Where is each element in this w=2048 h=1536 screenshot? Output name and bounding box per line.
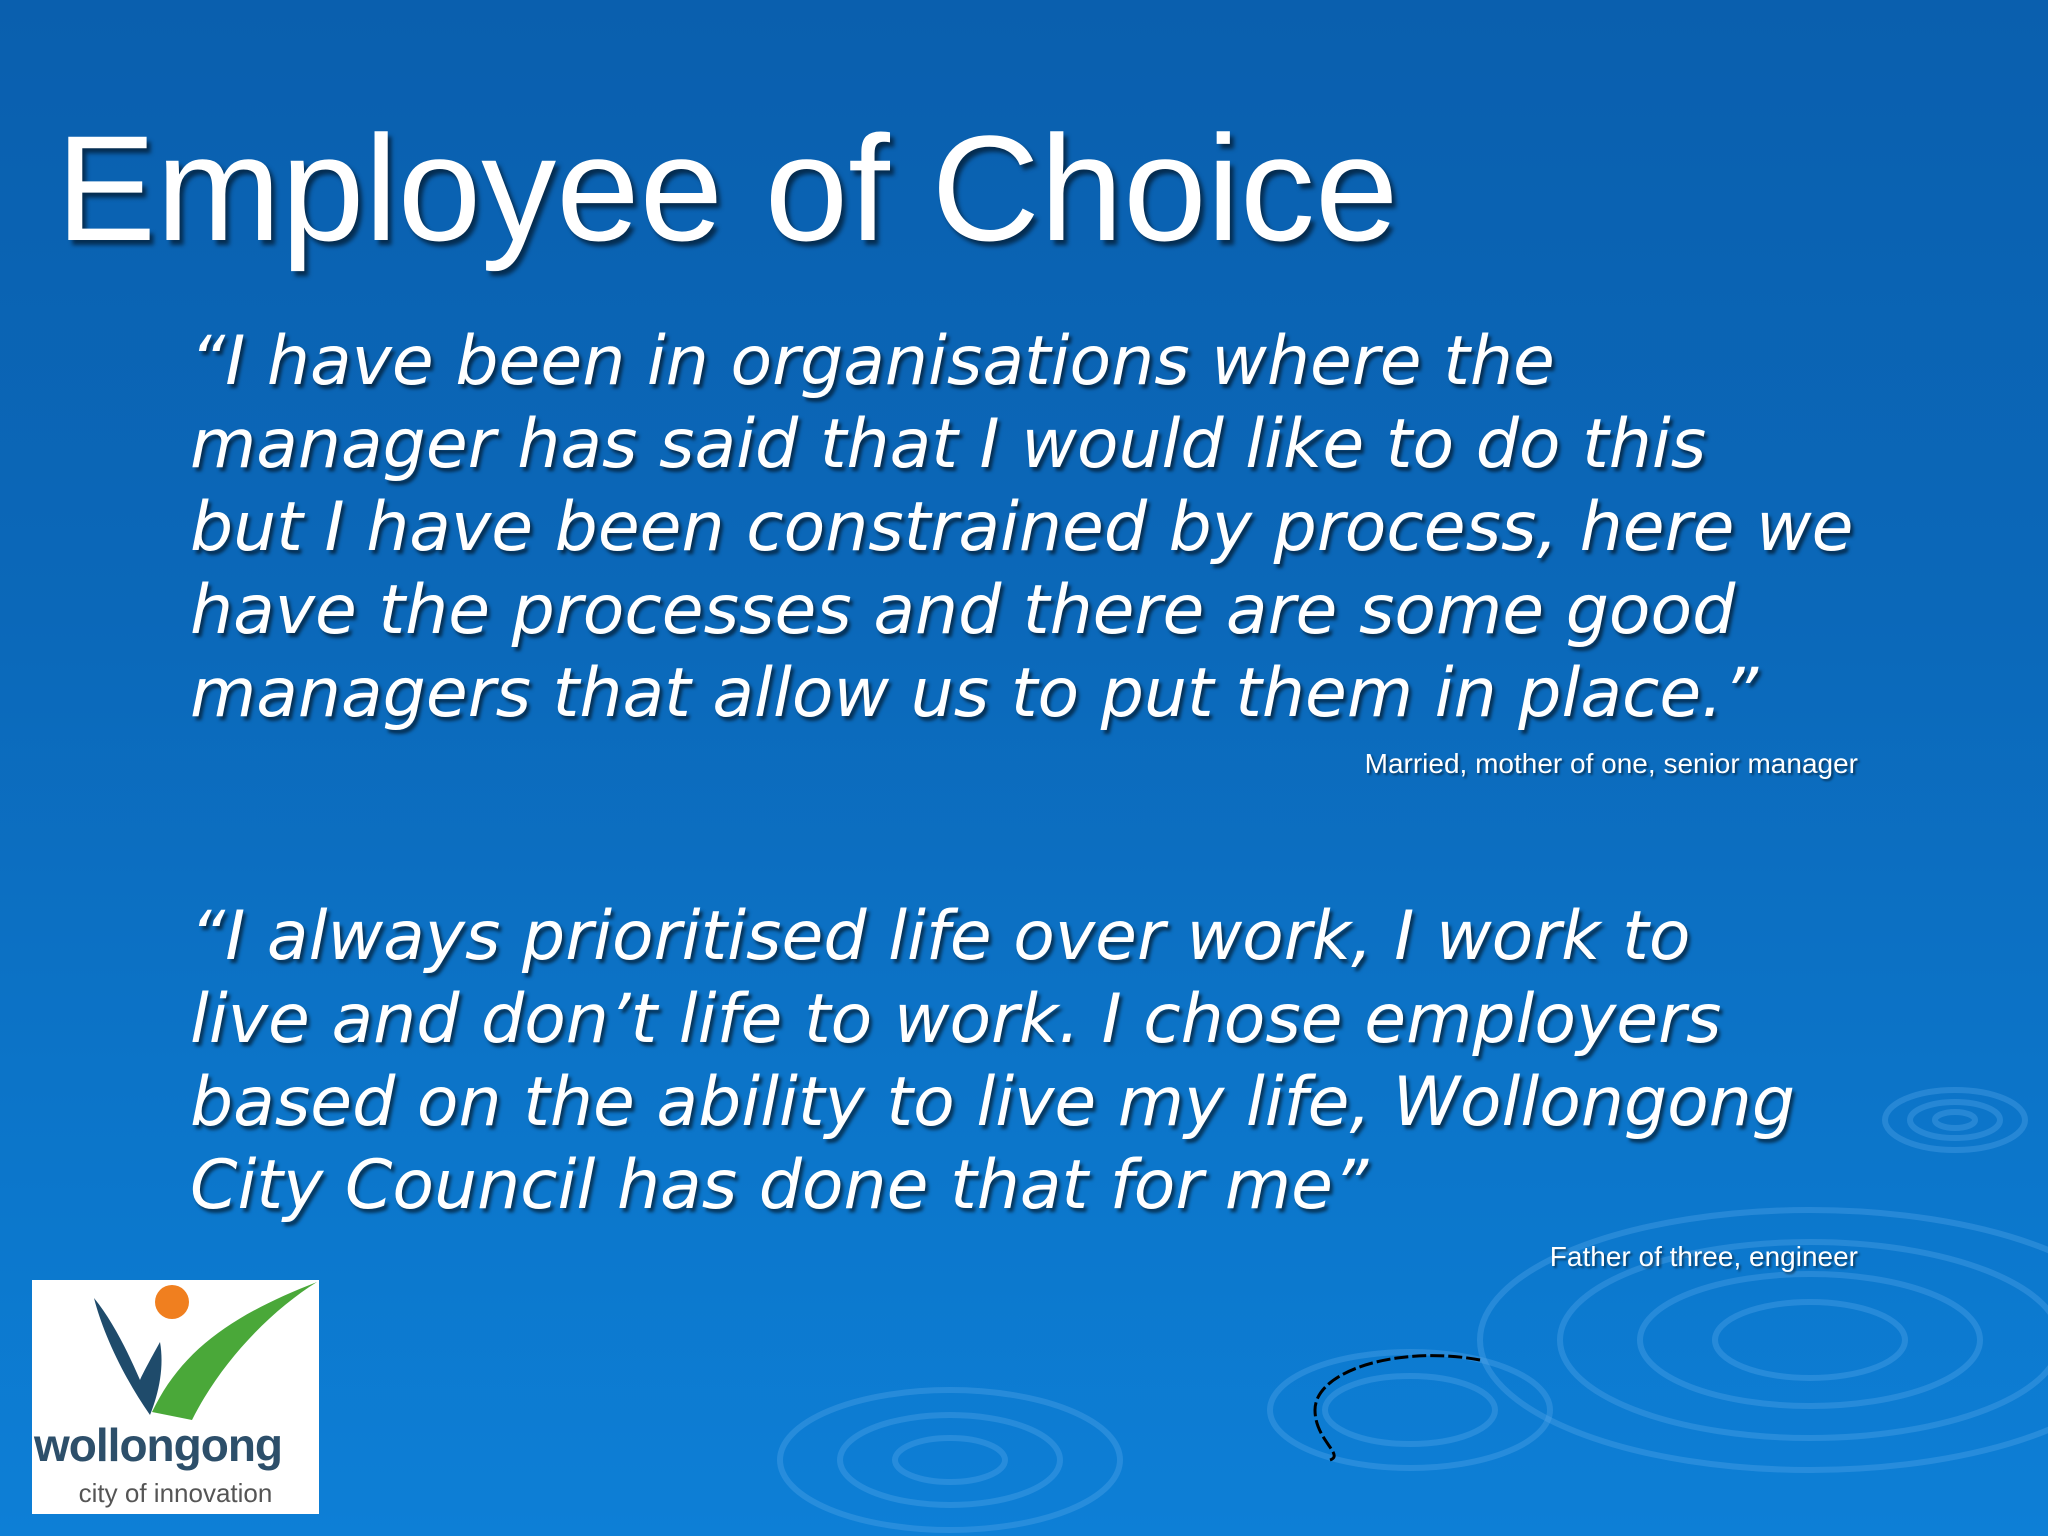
quote-1-line-3: but I have been constrained by process, here we [190, 488, 1854, 567]
wollongong-logo-mark-icon [32, 1280, 319, 1420]
quote-1-line-2: manager has said that I would like to do this [190, 405, 1707, 484]
quote-2-line-2: live and don’t life to work. I chose employers [190, 980, 1722, 1059]
quote-block-2 [190, 895, 1890, 1227]
logo-name: wollongong [34, 1419, 283, 1471]
slide-title: Employee of Choice [56, 104, 1399, 272]
quote-block-1 [190, 320, 1890, 735]
quote-2-line-4: City Council has done that for me” [190, 1146, 1369, 1225]
quote-1-line-4: have the processes and there are some good [190, 571, 1736, 650]
quote-1-attribution: Married, mother of one, senior manager [1364, 748, 1858, 779]
quote-2-attribution: Father of three, engineer [1549, 1241, 1858, 1272]
quote-2-line-1: “I always prioritised life over work, I work to [190, 897, 1691, 976]
wollongong-logo [32, 1280, 319, 1514]
quote-2-line-3: based on the ability to live my life, Wollongong [190, 1063, 1796, 1142]
quote-1-line-5: managers that allow us to put them in place.” [190, 654, 1759, 733]
logo-tagline: city of innovation [78, 1478, 273, 1508]
quote-1-line-1: “I have been in organisations where the [190, 322, 1555, 401]
